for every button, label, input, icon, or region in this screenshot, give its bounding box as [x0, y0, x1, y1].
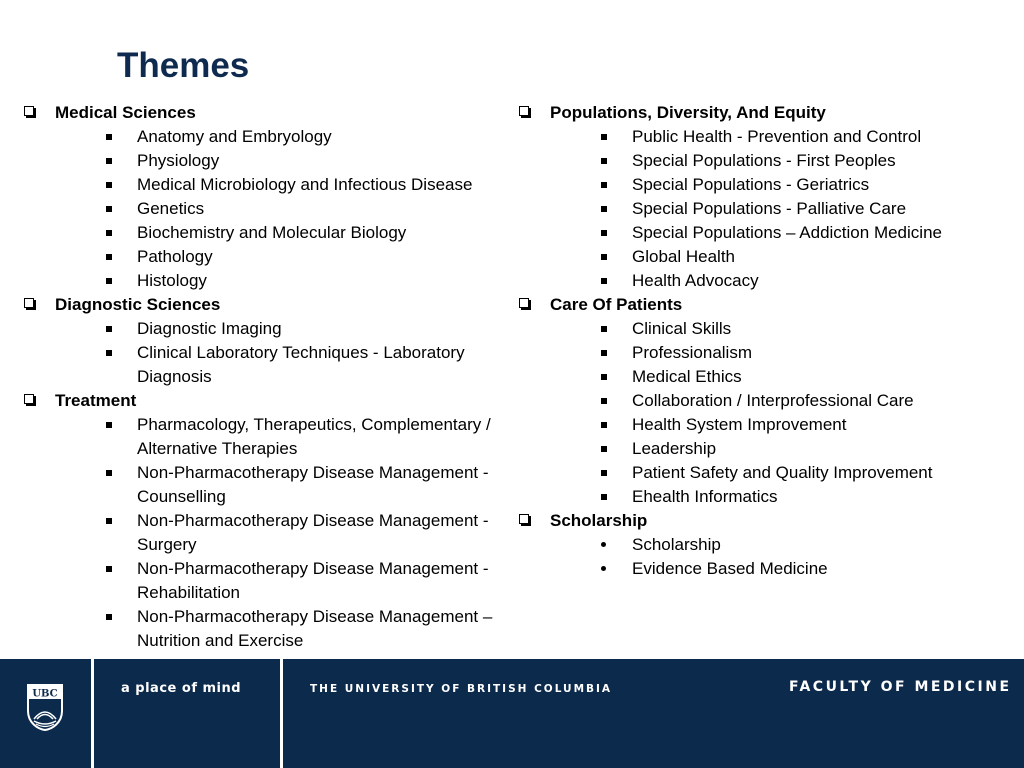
subtopic-list — [550, 125, 999, 293]
list-item — [86, 461, 494, 509]
list-item — [86, 197, 494, 221]
list-item — [86, 317, 494, 341]
theme-label: Scholarship — [550, 511, 648, 530]
list-item — [581, 317, 999, 341]
list-item — [86, 269, 494, 293]
theme-care-of-patients — [519, 293, 999, 509]
square-bullet-icon — [601, 374, 607, 380]
ubc-crest-logo-icon — [26, 683, 64, 731]
theme-label: Diagnostic Sciences — [55, 295, 221, 314]
square-bullet-icon — [106, 470, 112, 476]
list-item — [581, 365, 999, 389]
theme-treatment — [24, 389, 494, 653]
list-item — [86, 125, 494, 149]
list-item-label: Health Advocacy — [632, 271, 759, 290]
list-item — [86, 221, 494, 245]
list-item — [86, 557, 494, 605]
list-item — [581, 533, 999, 557]
theme-label: Treatment — [55, 391, 137, 410]
subtopic-list — [550, 317, 999, 509]
list-item — [86, 149, 494, 173]
square-bullet-icon — [106, 134, 112, 140]
theme-diagnostic-sciences — [24, 293, 494, 389]
list-item-label: Evidence Based Medicine — [632, 559, 828, 578]
list-item — [86, 173, 494, 197]
list-item-label: Special Populations – Addiction Medicine — [632, 223, 942, 242]
subtopic-list — [550, 533, 999, 581]
round-bullet-icon — [601, 566, 606, 571]
checkbox-bullet-icon — [519, 106, 529, 116]
square-bullet-icon — [601, 206, 607, 212]
faculty-name: FACULTY OF MEDICINE — [789, 679, 1012, 695]
square-bullet-icon — [106, 350, 112, 356]
list-item-label: Leadership — [632, 439, 717, 458]
footer-divider — [280, 659, 283, 768]
list-item — [581, 437, 999, 461]
square-bullet-icon — [106, 614, 112, 620]
square-bullet-icon — [601, 134, 607, 140]
list-item — [581, 269, 999, 293]
list-item — [86, 341, 494, 389]
list-item-label: Patient Safety and Quality Improvement — [632, 463, 933, 482]
square-bullet-icon — [106, 518, 112, 524]
square-bullet-icon — [106, 182, 112, 188]
square-bullet-icon — [106, 422, 112, 428]
list-item-label: Public Health - Prevention and Control — [632, 127, 922, 146]
themes-left-column — [24, 101, 494, 653]
square-bullet-icon — [601, 254, 607, 260]
square-bullet-icon — [601, 470, 607, 476]
list-item-label: Anatomy and Embryology — [137, 127, 332, 146]
list-item-label: Diagnostic Imaging — [137, 319, 282, 338]
square-bullet-icon — [106, 230, 112, 236]
list-item — [86, 605, 494, 653]
list-item-label: Professionalism — [632, 343, 752, 362]
list-item-label: Health System Improvement — [632, 415, 847, 434]
square-bullet-icon — [601, 422, 607, 428]
theme-label: Medical Sciences — [55, 103, 196, 122]
theme-populations-diversity-equity — [519, 101, 999, 293]
theme-list-left — [24, 101, 494, 653]
list-item — [581, 197, 999, 221]
theme-label: Care Of Patients — [550, 295, 683, 314]
themes-right-column — [519, 101, 999, 581]
list-item-label: Biochemistry and Molecular Biology — [137, 223, 407, 242]
list-item — [581, 245, 999, 269]
list-item-label: Non-Pharmacotherapy Disease Management - Surgery — [137, 511, 489, 554]
square-bullet-icon — [106, 158, 112, 164]
list-item-label: Scholarship — [632, 535, 721, 554]
square-bullet-icon — [106, 566, 112, 572]
theme-label: Populations, Diversity, And Equity — [550, 103, 826, 122]
list-item-label: Collaboration / Interprofessional Care — [632, 391, 914, 410]
square-bullet-icon — [106, 206, 112, 212]
theme-medical-sciences — [24, 101, 494, 293]
square-bullet-icon — [601, 158, 607, 164]
list-item — [86, 413, 494, 461]
list-item — [581, 149, 999, 173]
university-name: THE UNIVERSITY OF BRITISH COLUMBIA — [310, 683, 613, 695]
list-item — [581, 413, 999, 437]
square-bullet-icon — [106, 326, 112, 332]
list-item-label: Special Populations - Geriatrics — [632, 175, 870, 194]
square-bullet-icon — [601, 182, 607, 188]
svg-text:UBC: UBC — [32, 688, 58, 700]
list-item-label: Pathology — [137, 247, 213, 266]
list-item-label: Histology — [137, 271, 207, 290]
square-bullet-icon — [106, 254, 112, 260]
square-bullet-icon — [601, 278, 607, 284]
footer-banner — [0, 659, 1024, 768]
checkbox-bullet-icon — [24, 298, 34, 308]
list-item — [581, 341, 999, 365]
checkbox-bullet-icon — [519, 298, 529, 308]
list-item — [86, 245, 494, 269]
subtopic-list — [55, 317, 494, 389]
checkbox-bullet-icon — [519, 514, 529, 524]
subtopic-list — [55, 413, 494, 653]
tagline: a place of mind — [121, 681, 242, 696]
list-item — [581, 221, 999, 245]
square-bullet-icon — [601, 446, 607, 452]
list-item-label: Non-Pharmacotherapy Disease Management – Nutrition and Exercise — [137, 607, 493, 650]
list-item — [581, 485, 999, 509]
list-item-label: Pharmacology, Therapeutics, Complementary / Alternative Therapies — [137, 415, 491, 458]
square-bullet-icon — [601, 350, 607, 356]
list-item — [581, 125, 999, 149]
slide-title: Themes — [117, 46, 250, 85]
square-bullet-icon — [601, 326, 607, 332]
list-item-label: Ehealth Informatics — [632, 487, 778, 506]
list-item — [581, 557, 999, 581]
square-bullet-icon — [106, 278, 112, 284]
list-item — [581, 173, 999, 197]
round-bullet-icon — [601, 542, 606, 547]
list-item — [581, 461, 999, 485]
checkbox-bullet-icon — [24, 394, 34, 404]
footer-divider — [91, 659, 94, 768]
list-item-label: Clinical Laboratory Techniques - Laboratory Diagnosis — [137, 343, 465, 386]
list-item-label: Genetics — [137, 199, 205, 218]
list-item — [86, 509, 494, 557]
square-bullet-icon — [601, 230, 607, 236]
list-item-label: Special Populations - First Peoples — [632, 151, 896, 170]
list-item-label: Physiology — [137, 151, 220, 170]
square-bullet-icon — [601, 494, 607, 500]
square-bullet-icon — [601, 398, 607, 404]
list-item-label: Medical Ethics — [632, 367, 742, 386]
list-item-label: Non-Pharmacotherapy Disease Management - Rehabilitation — [137, 559, 489, 602]
theme-list-right — [519, 101, 999, 581]
list-item-label: Non-Pharmacotherapy Disease Management - Counselling — [137, 463, 489, 506]
list-item-label: Global Health — [632, 247, 736, 266]
checkbox-bullet-icon — [24, 106, 34, 116]
list-item-label: Special Populations - Palliative Care — [632, 199, 907, 218]
list-item — [581, 389, 999, 413]
list-item-label: Clinical Skills — [632, 319, 732, 338]
theme-scholarship — [519, 509, 999, 581]
list-item-label: Medical Microbiology and Infectious Disease — [137, 175, 473, 194]
subtopic-list — [55, 125, 494, 293]
